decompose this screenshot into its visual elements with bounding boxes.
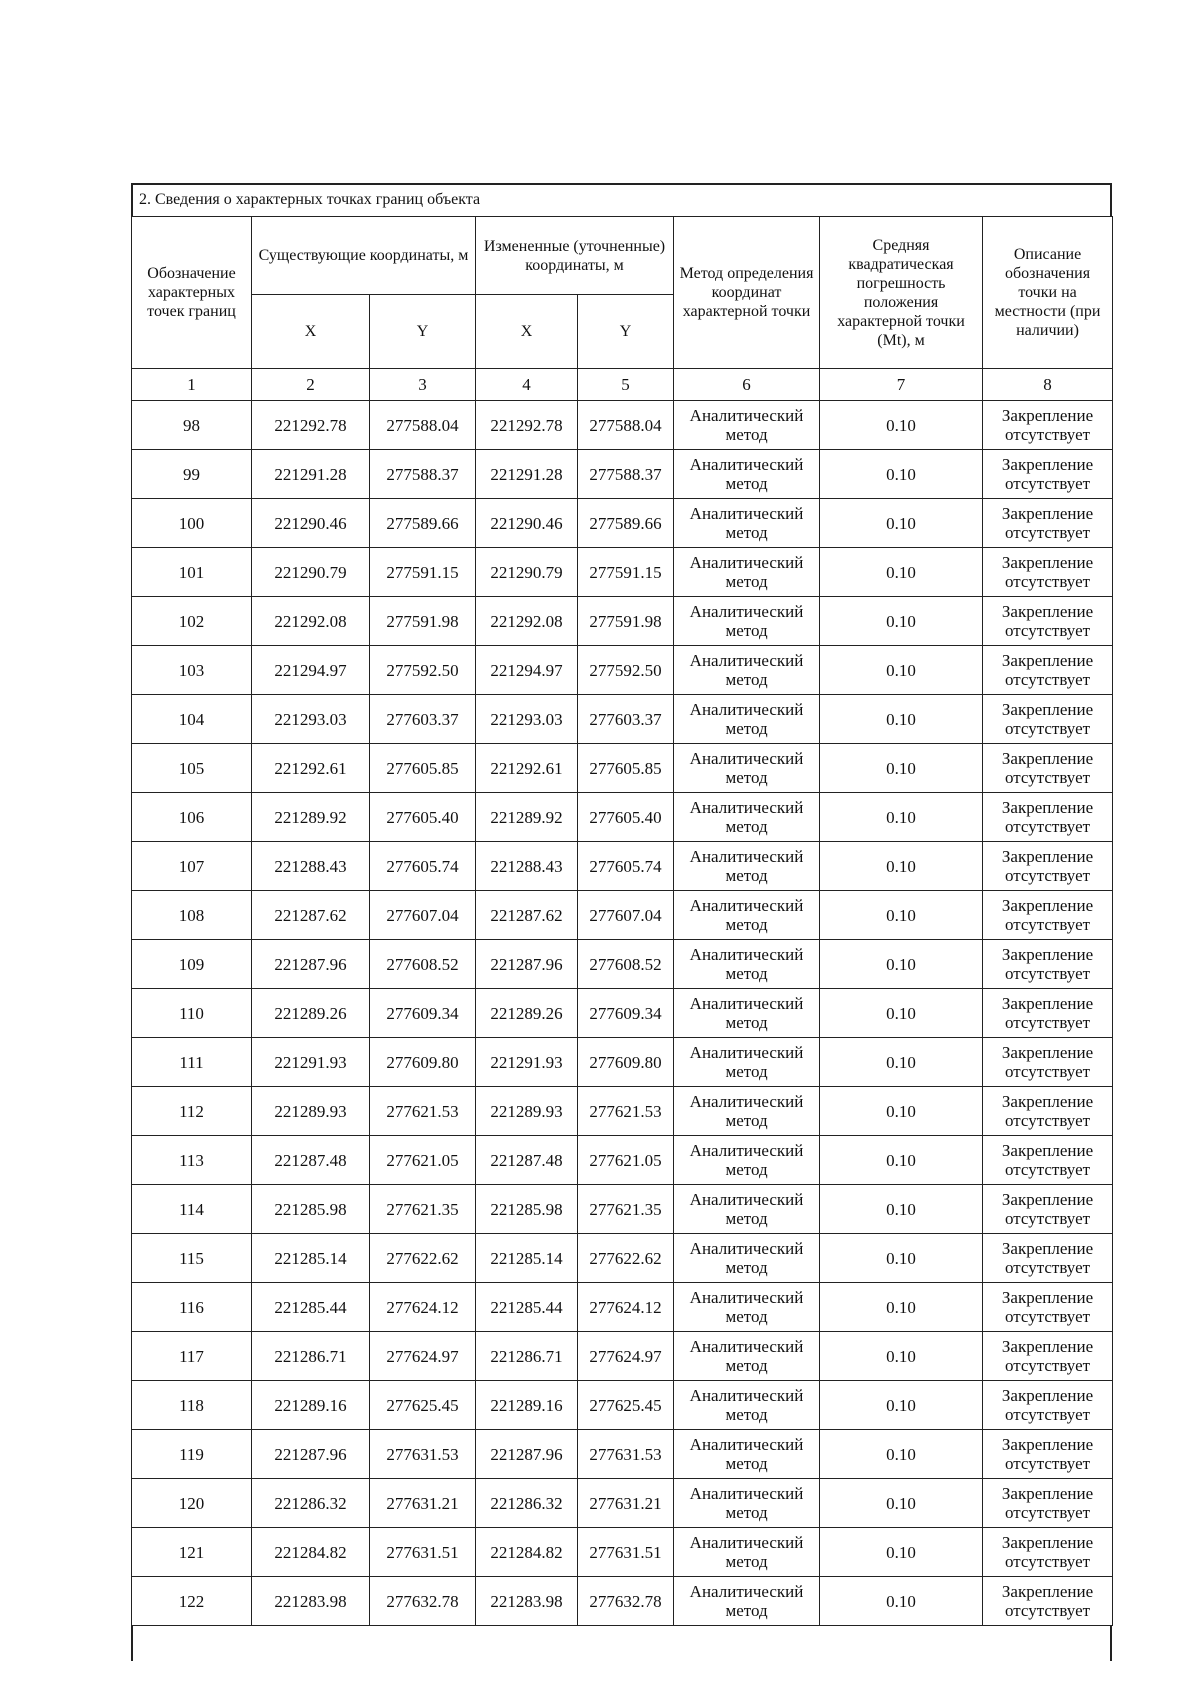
- method-cell: Аналитический метод: [674, 1332, 820, 1381]
- method-cell: Аналитический метод: [674, 646, 820, 695]
- changed-y-cell: 277631.53: [578, 1430, 674, 1479]
- description-cell: Закрепление отсутствует: [983, 1332, 1113, 1381]
- error-cell: 0.10: [820, 450, 983, 499]
- method-cell: Аналитический метод: [674, 744, 820, 793]
- existing-y-cell: 277605.74: [370, 842, 476, 891]
- existing-y-cell: 277621.53: [370, 1087, 476, 1136]
- existing-x-cell: 221284.82: [252, 1528, 370, 1577]
- error-cell: 0.10: [820, 891, 983, 940]
- changed-x-cell: 221284.82: [476, 1528, 578, 1577]
- changed-y-cell: 277607.04: [578, 891, 674, 940]
- point-cell: 115: [132, 1234, 252, 1283]
- existing-y-cell: 277624.12: [370, 1283, 476, 1332]
- column-number-row: [132, 369, 1113, 401]
- point-cell: 109: [132, 940, 252, 989]
- point-cell: 103: [132, 646, 252, 695]
- table-row: [132, 1479, 1113, 1528]
- existing-y-cell: 277603.37: [370, 695, 476, 744]
- header-description: Описание обозначения точки на местности (при наличии): [983, 217, 1113, 369]
- existing-x-cell: 221293.03: [252, 695, 370, 744]
- method-cell: Аналитический метод: [674, 499, 820, 548]
- existing-x-cell: 221285.98: [252, 1185, 370, 1234]
- existing-x-cell: 221287.62: [252, 891, 370, 940]
- table-row: [132, 695, 1113, 744]
- point-cell: 121: [132, 1528, 252, 1577]
- column-number: 8: [983, 369, 1113, 401]
- header-changed-coords: Измененные (уточненные) координаты, м: [476, 217, 674, 295]
- description-cell: Закрепление отсутствует: [983, 1038, 1113, 1087]
- changed-y-cell: 277622.62: [578, 1234, 674, 1283]
- existing-x-cell: 221289.26: [252, 989, 370, 1038]
- description-cell: Закрепление отсутствует: [983, 1577, 1113, 1626]
- point-cell: 98: [132, 401, 252, 450]
- changed-x-cell: 221286.71: [476, 1332, 578, 1381]
- header-existing-y: Y: [370, 295, 476, 369]
- changed-x-cell: 221294.97: [476, 646, 578, 695]
- description-cell: Закрепление отсутствует: [983, 1185, 1113, 1234]
- error-cell: 0.10: [820, 1332, 983, 1381]
- table-continuation: [131, 1625, 1112, 1661]
- existing-y-cell: 277632.78: [370, 1577, 476, 1626]
- point-cell: 122: [132, 1577, 252, 1626]
- table-row: [132, 1577, 1113, 1626]
- table-row: [132, 1234, 1113, 1283]
- existing-x-cell: 221283.98: [252, 1577, 370, 1626]
- point-cell: 104: [132, 695, 252, 744]
- changed-y-cell: 277632.78: [578, 1577, 674, 1626]
- changed-y-cell: 277588.04: [578, 401, 674, 450]
- existing-y-cell: 277605.40: [370, 793, 476, 842]
- table-body: [132, 369, 1113, 1626]
- table-row: [132, 597, 1113, 646]
- existing-y-cell: 277621.05: [370, 1136, 476, 1185]
- method-cell: Аналитический метод: [674, 1185, 820, 1234]
- changed-x-cell: 221286.32: [476, 1479, 578, 1528]
- changed-x-cell: 221292.78: [476, 401, 578, 450]
- error-cell: 0.10: [820, 1479, 983, 1528]
- existing-x-cell: 221285.14: [252, 1234, 370, 1283]
- column-number: 7: [820, 369, 983, 401]
- error-cell: 0.10: [820, 744, 983, 793]
- header-error: Средняя квадратическая погрешность положения характерной точки (Mt), м: [820, 217, 983, 369]
- changed-y-cell: 277605.74: [578, 842, 674, 891]
- existing-x-cell: 221290.46: [252, 499, 370, 548]
- error-cell: 0.10: [820, 1528, 983, 1577]
- error-cell: 0.10: [820, 695, 983, 744]
- existing-x-cell: 221291.28: [252, 450, 370, 499]
- existing-y-cell: 277588.37: [370, 450, 476, 499]
- table-row: [132, 842, 1113, 891]
- existing-x-cell: 221288.43: [252, 842, 370, 891]
- existing-y-cell: 277625.45: [370, 1381, 476, 1430]
- existing-x-cell: 221292.61: [252, 744, 370, 793]
- table-row: [132, 1528, 1113, 1577]
- description-cell: Закрепление отсутствует: [983, 1283, 1113, 1332]
- header-changed-x: X: [476, 295, 578, 369]
- existing-y-cell: 277588.04: [370, 401, 476, 450]
- error-cell: 0.10: [820, 1234, 983, 1283]
- existing-y-cell: 277605.85: [370, 744, 476, 793]
- section-title: 2. Сведения о характерных точках границ объекта: [131, 183, 1112, 216]
- existing-x-cell: 221287.96: [252, 940, 370, 989]
- method-cell: Аналитический метод: [674, 548, 820, 597]
- changed-y-cell: 277592.50: [578, 646, 674, 695]
- table-row: [132, 1283, 1113, 1332]
- existing-y-cell: 277624.97: [370, 1332, 476, 1381]
- table-row: [132, 499, 1113, 548]
- existing-x-cell: 221292.78: [252, 401, 370, 450]
- boundary-points-sheet: [131, 183, 1112, 1661]
- description-cell: Закрепление отсутствует: [983, 842, 1113, 891]
- existing-x-cell: 221290.79: [252, 548, 370, 597]
- description-cell: Закрепление отсутствует: [983, 401, 1113, 450]
- table-row: [132, 1381, 1113, 1430]
- boundary-points-table: [131, 216, 1113, 1626]
- table-row: [132, 646, 1113, 695]
- header-existing-coords: Существующие координаты, м: [252, 217, 476, 295]
- description-cell: Закрепление отсутствует: [983, 597, 1113, 646]
- method-cell: Аналитический метод: [674, 1479, 820, 1528]
- header-existing-x: X: [252, 295, 370, 369]
- method-cell: Аналитический метод: [674, 989, 820, 1038]
- changed-x-cell: 221287.62: [476, 891, 578, 940]
- changed-y-cell: 277605.40: [578, 793, 674, 842]
- existing-x-cell: 221286.71: [252, 1332, 370, 1381]
- existing-y-cell: 277622.62: [370, 1234, 476, 1283]
- description-cell: Закрепление отсутствует: [983, 450, 1113, 499]
- changed-y-cell: 277609.34: [578, 989, 674, 1038]
- changed-x-cell: 221285.14: [476, 1234, 578, 1283]
- table-row: [132, 891, 1113, 940]
- error-cell: 0.10: [820, 989, 983, 1038]
- description-cell: Закрепление отсутствует: [983, 891, 1113, 940]
- table-row: [132, 450, 1113, 499]
- existing-x-cell: 221287.48: [252, 1136, 370, 1185]
- existing-x-cell: 221291.93: [252, 1038, 370, 1087]
- point-cell: 111: [132, 1038, 252, 1087]
- changed-x-cell: 221283.98: [476, 1577, 578, 1626]
- method-cell: Аналитический метод: [674, 1577, 820, 1626]
- table-row: [132, 989, 1113, 1038]
- existing-y-cell: 277608.52: [370, 940, 476, 989]
- error-cell: 0.10: [820, 646, 983, 695]
- table-row: [132, 744, 1113, 793]
- table-row: [132, 1430, 1113, 1479]
- changed-y-cell: 277603.37: [578, 695, 674, 744]
- point-cell: 119: [132, 1430, 252, 1479]
- changed-y-cell: 277608.52: [578, 940, 674, 989]
- method-cell: Аналитический метод: [674, 597, 820, 646]
- description-cell: Закрепление отсутствует: [983, 940, 1113, 989]
- description-cell: Закрепление отсутствует: [983, 1528, 1113, 1577]
- changed-y-cell: 277609.80: [578, 1038, 674, 1087]
- description-cell: Закрепление отсутствует: [983, 1136, 1113, 1185]
- method-cell: Аналитический метод: [674, 891, 820, 940]
- point-cell: 100: [132, 499, 252, 548]
- existing-x-cell: 221289.92: [252, 793, 370, 842]
- point-cell: 107: [132, 842, 252, 891]
- existing-x-cell: 221286.32: [252, 1479, 370, 1528]
- changed-x-cell: 221291.93: [476, 1038, 578, 1087]
- changed-y-cell: 277621.05: [578, 1136, 674, 1185]
- error-cell: 0.10: [820, 499, 983, 548]
- existing-x-cell: 221289.93: [252, 1087, 370, 1136]
- error-cell: 0.10: [820, 793, 983, 842]
- changed-x-cell: 221292.61: [476, 744, 578, 793]
- changed-x-cell: 221290.79: [476, 548, 578, 597]
- changed-x-cell: 221292.08: [476, 597, 578, 646]
- column-number: 6: [674, 369, 820, 401]
- table-row: [132, 1038, 1113, 1087]
- existing-y-cell: 277631.53: [370, 1430, 476, 1479]
- error-cell: 0.10: [820, 548, 983, 597]
- error-cell: 0.10: [820, 842, 983, 891]
- changed-x-cell: 221291.28: [476, 450, 578, 499]
- method-cell: Аналитический метод: [674, 842, 820, 891]
- point-cell: 113: [132, 1136, 252, 1185]
- table-row: [132, 1185, 1113, 1234]
- description-cell: Закрепление отсутствует: [983, 499, 1113, 548]
- changed-y-cell: 277591.98: [578, 597, 674, 646]
- method-cell: Аналитический метод: [674, 1381, 820, 1430]
- changed-x-cell: 221289.26: [476, 989, 578, 1038]
- changed-y-cell: 277605.85: [578, 744, 674, 793]
- error-cell: 0.10: [820, 1430, 983, 1479]
- method-cell: Аналитический метод: [674, 695, 820, 744]
- method-cell: Аналитический метод: [674, 1430, 820, 1479]
- point-cell: 114: [132, 1185, 252, 1234]
- existing-x-cell: 221285.44: [252, 1283, 370, 1332]
- table-row: [132, 1332, 1113, 1381]
- point-cell: 112: [132, 1087, 252, 1136]
- changed-x-cell: 221285.98: [476, 1185, 578, 1234]
- existing-x-cell: 221289.16: [252, 1381, 370, 1430]
- column-number: 1: [132, 369, 252, 401]
- error-cell: 0.10: [820, 597, 983, 646]
- changed-x-cell: 221287.48: [476, 1136, 578, 1185]
- error-cell: 0.10: [820, 1577, 983, 1626]
- method-cell: Аналитический метод: [674, 1038, 820, 1087]
- existing-y-cell: 277631.51: [370, 1528, 476, 1577]
- table-row: [132, 1087, 1113, 1136]
- existing-x-cell: 221294.97: [252, 646, 370, 695]
- changed-y-cell: 277625.45: [578, 1381, 674, 1430]
- changed-x-cell: 221287.96: [476, 1430, 578, 1479]
- changed-y-cell: 277631.51: [578, 1528, 674, 1577]
- table-row: [132, 940, 1113, 989]
- changed-x-cell: 221290.46: [476, 499, 578, 548]
- table-row: [132, 1136, 1113, 1185]
- error-cell: 0.10: [820, 401, 983, 450]
- error-cell: 0.10: [820, 1038, 983, 1087]
- description-cell: Закрепление отсутствует: [983, 1381, 1113, 1430]
- changed-x-cell: 221293.03: [476, 695, 578, 744]
- existing-y-cell: 277609.34: [370, 989, 476, 1038]
- description-cell: Закрепление отсутствует: [983, 548, 1113, 597]
- existing-y-cell: 277621.35: [370, 1185, 476, 1234]
- description-cell: Закрепление отсутствует: [983, 1479, 1113, 1528]
- error-cell: 0.10: [820, 1381, 983, 1430]
- changed-x-cell: 221289.92: [476, 793, 578, 842]
- column-number: 5: [578, 369, 674, 401]
- description-cell: Закрепление отсутствует: [983, 1087, 1113, 1136]
- existing-x-cell: 221287.96: [252, 1430, 370, 1479]
- point-cell: 108: [132, 891, 252, 940]
- header-method: Метод определения координат характерной точки: [674, 217, 820, 369]
- changed-y-cell: 277621.35: [578, 1185, 674, 1234]
- changed-x-cell: 221285.44: [476, 1283, 578, 1332]
- method-cell: Аналитический метод: [674, 401, 820, 450]
- changed-x-cell: 221289.16: [476, 1381, 578, 1430]
- existing-y-cell: 277591.15: [370, 548, 476, 597]
- table-row: [132, 793, 1113, 842]
- method-cell: Аналитический метод: [674, 1234, 820, 1283]
- existing-y-cell: 277609.80: [370, 1038, 476, 1087]
- method-cell: Аналитический метод: [674, 793, 820, 842]
- column-number: 3: [370, 369, 476, 401]
- method-cell: Аналитический метод: [674, 1528, 820, 1577]
- error-cell: 0.10: [820, 1283, 983, 1332]
- method-cell: Аналитический метод: [674, 1087, 820, 1136]
- error-cell: 0.10: [820, 1185, 983, 1234]
- existing-y-cell: 277631.21: [370, 1479, 476, 1528]
- point-cell: 106: [132, 793, 252, 842]
- method-cell: Аналитический метод: [674, 1283, 820, 1332]
- changed-x-cell: 221288.43: [476, 842, 578, 891]
- description-cell: Закрепление отсутствует: [983, 646, 1113, 695]
- column-number: 4: [476, 369, 578, 401]
- header-point-designation: Обозначение характерных точек границ: [132, 217, 252, 369]
- changed-y-cell: 277588.37: [578, 450, 674, 499]
- existing-x-cell: 221292.08: [252, 597, 370, 646]
- method-cell: Аналитический метод: [674, 940, 820, 989]
- description-cell: Закрепление отсутствует: [983, 989, 1113, 1038]
- point-cell: 105: [132, 744, 252, 793]
- changed-y-cell: 277624.12: [578, 1283, 674, 1332]
- existing-y-cell: 277592.50: [370, 646, 476, 695]
- description-cell: Закрепление отсутствует: [983, 1234, 1113, 1283]
- changed-y-cell: 277624.97: [578, 1332, 674, 1381]
- existing-y-cell: 277607.04: [370, 891, 476, 940]
- header-changed-y: Y: [578, 295, 674, 369]
- point-cell: 118: [132, 1381, 252, 1430]
- error-cell: 0.10: [820, 1136, 983, 1185]
- changed-x-cell: 221287.96: [476, 940, 578, 989]
- method-cell: Аналитический метод: [674, 1136, 820, 1185]
- description-cell: Закрепление отсутствует: [983, 695, 1113, 744]
- point-cell: 99: [132, 450, 252, 499]
- changed-y-cell: 277621.53: [578, 1087, 674, 1136]
- point-cell: 116: [132, 1283, 252, 1332]
- changed-x-cell: 221289.93: [476, 1087, 578, 1136]
- error-cell: 0.10: [820, 1087, 983, 1136]
- point-cell: 120: [132, 1479, 252, 1528]
- method-cell: Аналитический метод: [674, 450, 820, 499]
- column-number: 2: [252, 369, 370, 401]
- table-row: [132, 401, 1113, 450]
- existing-y-cell: 277591.98: [370, 597, 476, 646]
- changed-y-cell: 277589.66: [578, 499, 674, 548]
- point-cell: 110: [132, 989, 252, 1038]
- description-cell: Закрепление отсутствует: [983, 1430, 1113, 1479]
- table-row: [132, 548, 1113, 597]
- description-cell: Закрепление отсутствует: [983, 793, 1113, 842]
- error-cell: 0.10: [820, 940, 983, 989]
- description-cell: Закрепление отсутствует: [983, 744, 1113, 793]
- changed-y-cell: 277631.21: [578, 1479, 674, 1528]
- point-cell: 101: [132, 548, 252, 597]
- changed-y-cell: 277591.15: [578, 548, 674, 597]
- point-cell: 102: [132, 597, 252, 646]
- point-cell: 117: [132, 1332, 252, 1381]
- existing-y-cell: 277589.66: [370, 499, 476, 548]
